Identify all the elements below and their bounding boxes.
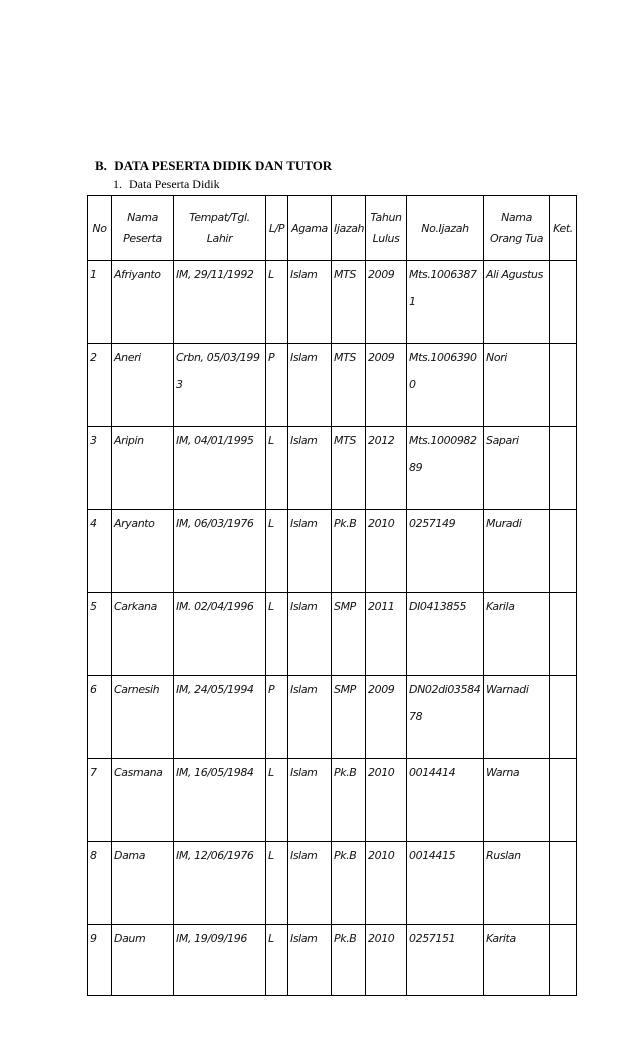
header-no-ijazah: No.Ijazah [407, 196, 484, 261]
cell-no: 5 [88, 593, 112, 676]
cell-orang-tua: Nori [484, 344, 550, 427]
header-agama: Agama [288, 196, 332, 261]
header-ket: Ket. [550, 196, 577, 261]
cell-orang-tua: Ali Agustus [484, 261, 550, 344]
cell-orang-tua: Karita [484, 925, 550, 996]
cell-tahun: 2010 [366, 842, 407, 925]
cell-no-ijazah: DI0413855 [407, 593, 484, 676]
cell-ijazah: SMP [332, 676, 366, 759]
cell-no: 1 [88, 261, 112, 344]
cell-agama: Islam [288, 925, 332, 996]
cell-ket [550, 427, 577, 510]
cell-lp: L [266, 510, 288, 593]
cell-nama: Carnesih [112, 676, 174, 759]
cell-lp: P [266, 344, 288, 427]
table-row [88, 925, 577, 996]
cell-nama: Daum [112, 925, 174, 996]
cell-ket [550, 759, 577, 842]
cell-lp: L [266, 261, 288, 344]
cell-tahun: 2009 [366, 261, 407, 344]
cell-no: 2 [88, 344, 112, 427]
cell-nama: Aryanto [112, 510, 174, 593]
cell-no: 4 [88, 510, 112, 593]
cell-ttl: Crbn, 05/03/1993 [174, 344, 266, 427]
cell-nama: Casmana [112, 759, 174, 842]
cell-ket [550, 261, 577, 344]
cell-ttl: IM, 16/05/1984 [174, 759, 266, 842]
cell-ijazah: MTS [332, 427, 366, 510]
section-title: DATA PESERTA DIDIK DAN TUTOR [114, 158, 333, 173]
cell-agama: Islam [288, 427, 332, 510]
table-row [88, 261, 577, 344]
subsection-heading [113, 177, 220, 192]
table-row [88, 427, 577, 510]
cell-no-ijazah: DN02di0358478 [407, 676, 484, 759]
cell-nama: Aneri [112, 344, 174, 427]
header-orang-tua: Nama Orang Tua [484, 196, 550, 261]
header-nama: Nama Peserta [112, 196, 174, 261]
cell-ket [550, 510, 577, 593]
cell-orang-tua: Warnadi [484, 676, 550, 759]
peserta-table [87, 195, 577, 996]
cell-no: 6 [88, 676, 112, 759]
cell-lp: L [266, 427, 288, 510]
section-number: B. [95, 158, 107, 173]
cell-no-ijazah: 0257151 [407, 925, 484, 996]
cell-tahun: 2010 [366, 510, 407, 593]
cell-ttl: IM, 24/05/1994 [174, 676, 266, 759]
cell-ket [550, 842, 577, 925]
cell-orang-tua: Sapari [484, 427, 550, 510]
cell-ket [550, 344, 577, 427]
cell-tahun: 2009 [366, 676, 407, 759]
cell-agama: Islam [288, 261, 332, 344]
cell-ttl: IM, 04/01/1995 [174, 427, 266, 510]
cell-tahun: 2012 [366, 427, 407, 510]
cell-no: 9 [88, 925, 112, 996]
section-heading [95, 158, 332, 174]
cell-no-ijazah: 0014415 [407, 842, 484, 925]
cell-lp: L [266, 593, 288, 676]
header-no: No [88, 196, 112, 261]
cell-ttl: IM, 06/03/1976 [174, 510, 266, 593]
cell-no: 3 [88, 427, 112, 510]
cell-lp: L [266, 925, 288, 996]
table-row [88, 759, 577, 842]
cell-lp: L [266, 759, 288, 842]
cell-ttl: IM, 29/11/1992 [174, 261, 266, 344]
cell-tahun: 2010 [366, 925, 407, 996]
table-row [88, 510, 577, 593]
cell-tahun: 2011 [366, 593, 407, 676]
cell-nama: Aripin [112, 427, 174, 510]
cell-agama: Islam [288, 676, 332, 759]
cell-agama: Islam [288, 510, 332, 593]
cell-agama: Islam [288, 593, 332, 676]
cell-no-ijazah: Mts.10063900 [407, 344, 484, 427]
cell-lp: L [266, 842, 288, 925]
cell-ket [550, 593, 577, 676]
cell-orang-tua: Muradi [484, 510, 550, 593]
cell-orang-tua: Karila [484, 593, 550, 676]
cell-ket [550, 925, 577, 996]
subsection-title: Data Peserta Didik [129, 177, 220, 191]
table-row [88, 676, 577, 759]
cell-tahun: 2009 [366, 344, 407, 427]
cell-ijazah: Pk.B [332, 759, 366, 842]
cell-no-ijazah: Mts.100098289 [407, 427, 484, 510]
table-header-row [88, 196, 577, 261]
cell-no-ijazah: 0257149 [407, 510, 484, 593]
cell-orang-tua: Warna [484, 759, 550, 842]
cell-no: 7 [88, 759, 112, 842]
subsection-number: 1. [113, 177, 122, 191]
cell-orang-tua: Ruslan [484, 842, 550, 925]
cell-lp: P [266, 676, 288, 759]
cell-ket [550, 676, 577, 759]
cell-ijazah: Pk.B [332, 510, 366, 593]
header-ttl: Tempat/Tgl. Lahir [174, 196, 266, 261]
cell-nama: Carkana [112, 593, 174, 676]
cell-ijazah: Pk.B [332, 842, 366, 925]
cell-nama: Dama [112, 842, 174, 925]
cell-no-ijazah: 0014414 [407, 759, 484, 842]
cell-agama: Islam [288, 759, 332, 842]
cell-ttl: IM, 12/06/1976 [174, 842, 266, 925]
table-row [88, 593, 577, 676]
header-ijazah: Ijazah [332, 196, 366, 261]
cell-no-ijazah: Mts.10063871 [407, 261, 484, 344]
header-tahun: Tahun Lulus [366, 196, 407, 261]
cell-agama: Islam [288, 344, 332, 427]
cell-ijazah: Pk.B [332, 925, 366, 996]
cell-ttl: IM. 02/04/1996 [174, 593, 266, 676]
cell-nama: Afriyanto [112, 261, 174, 344]
cell-no: 8 [88, 842, 112, 925]
table-row [88, 842, 577, 925]
cell-ijazah: MTS [332, 261, 366, 344]
table-row [88, 344, 577, 427]
cell-ttl: IM, 19/09/196 [174, 925, 266, 996]
header-lp: L/P [266, 196, 288, 261]
cell-agama: Islam [288, 842, 332, 925]
cell-tahun: 2010 [366, 759, 407, 842]
cell-ijazah: SMP [332, 593, 366, 676]
cell-ijazah: MTS [332, 344, 366, 427]
